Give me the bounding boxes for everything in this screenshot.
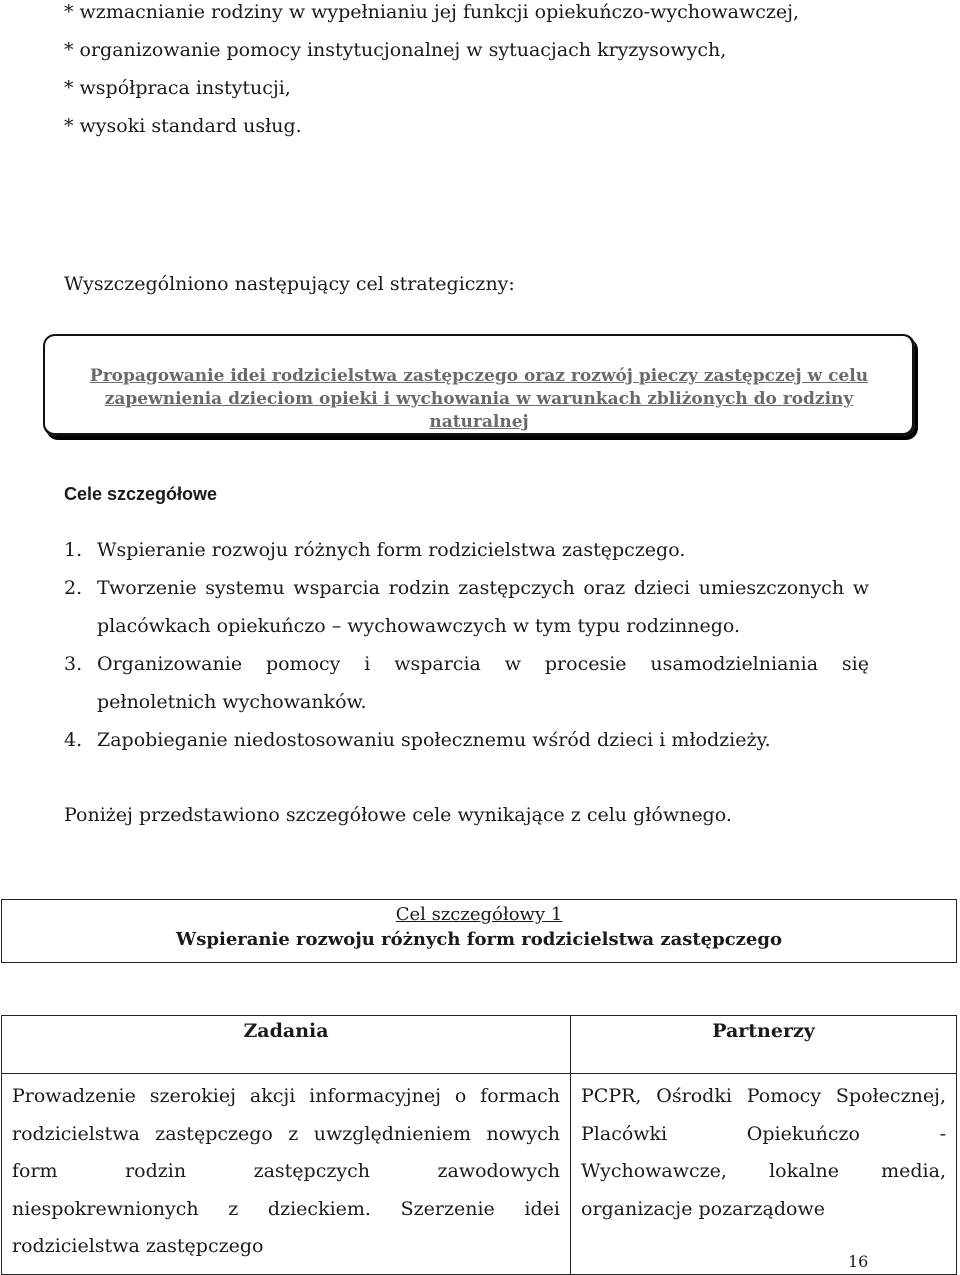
bullet-item: * wysoki standard usług. xyxy=(64,115,302,137)
objective-text: Tworzenie systemu wsparcia rodzin zastępczych oraz dzieci umieszczonych w placówkach opiekuńczo – wychowawczych w tym typu rodzinnego. xyxy=(97,577,869,637)
objective-number: 2. xyxy=(64,577,83,599)
bullet-item: * wzmacnianie rodziny w wypełnianiu jej funkcji opiekuńczo-wychowawczej, xyxy=(64,1,800,23)
objective-number: 4. xyxy=(64,729,83,751)
strategic-goal-line: Propagowanie idei rodzicielstwa zastępczego oraz rozwój pieczy zastępczej w celu xyxy=(89,366,869,386)
objective-text: Organizowanie pomocy i wsparcia w procesie usamodzielniania się pełnoletnich wychowanków. xyxy=(97,653,869,713)
below-text: Poniżej przedstawiono szczegółowe cele wynikające z celu głównego. xyxy=(64,804,732,826)
table-header-row xyxy=(2,1016,957,1074)
task-cell: Prowadzenie szerokiej akcji informacyjnej o formach rodzicielstwa zastępczego z uwzględnieniem nowych form rodzin zastępczych zawodowych niespokrewnionych z dzieckiem. Szerzenie idei rodzicielstwa zastępczego xyxy=(2,1074,571,1275)
section-heading: Cele szczegółowe xyxy=(64,484,218,504)
objective-text: Wspieranie rozwoju różnych form rodzicielstwa zastępczego. xyxy=(97,539,686,561)
bullet-list xyxy=(64,0,799,145)
objective-item xyxy=(64,569,869,645)
objectives-list xyxy=(64,531,869,759)
partners-cell: PCPR, Ośrodki Pomocy Społecznej, Placówki Opiekuńczo - Wychowawcze, lokalne media, organizacje pozarządowe xyxy=(571,1074,957,1275)
goal1-label: Cel szczegółowy 1 xyxy=(395,904,563,925)
bullet-item: * współpraca instytucji, xyxy=(64,77,291,99)
header-tasks: Zadania xyxy=(2,1016,571,1074)
goal1-box xyxy=(1,899,957,963)
goal1-title: Wspieranie rozwoju różnych form rodzicielstwa zastępczego xyxy=(176,929,782,950)
objective-text: Zapobieganie niedostosowaniu społecznemu wśród dzieci i młodzieży. xyxy=(97,729,771,751)
bullet-item: * organizowanie pomocy instytucjonalnej w sytuacjach kryzysowych, xyxy=(64,39,727,61)
objective-number: 3. xyxy=(64,653,83,675)
objective-number: 1. xyxy=(64,539,83,561)
table-row xyxy=(2,1074,957,1275)
strategic-goal-line: zapewnienia dzieciom opieki i wychowania w warunkach zbliżonych do rodziny xyxy=(104,389,854,409)
strategic-goal-line: naturalnej xyxy=(429,412,529,432)
intro-text: Wyszczególniono następujący cel strategiczny: xyxy=(64,273,515,295)
objective-item xyxy=(64,531,869,569)
header-partners: Partnerzy xyxy=(571,1016,957,1074)
strategic-goal-text xyxy=(43,365,915,434)
page-number: 16 xyxy=(848,1252,869,1271)
objective-item xyxy=(64,645,869,721)
tasks-table xyxy=(1,1015,957,1275)
objective-item xyxy=(64,721,869,759)
